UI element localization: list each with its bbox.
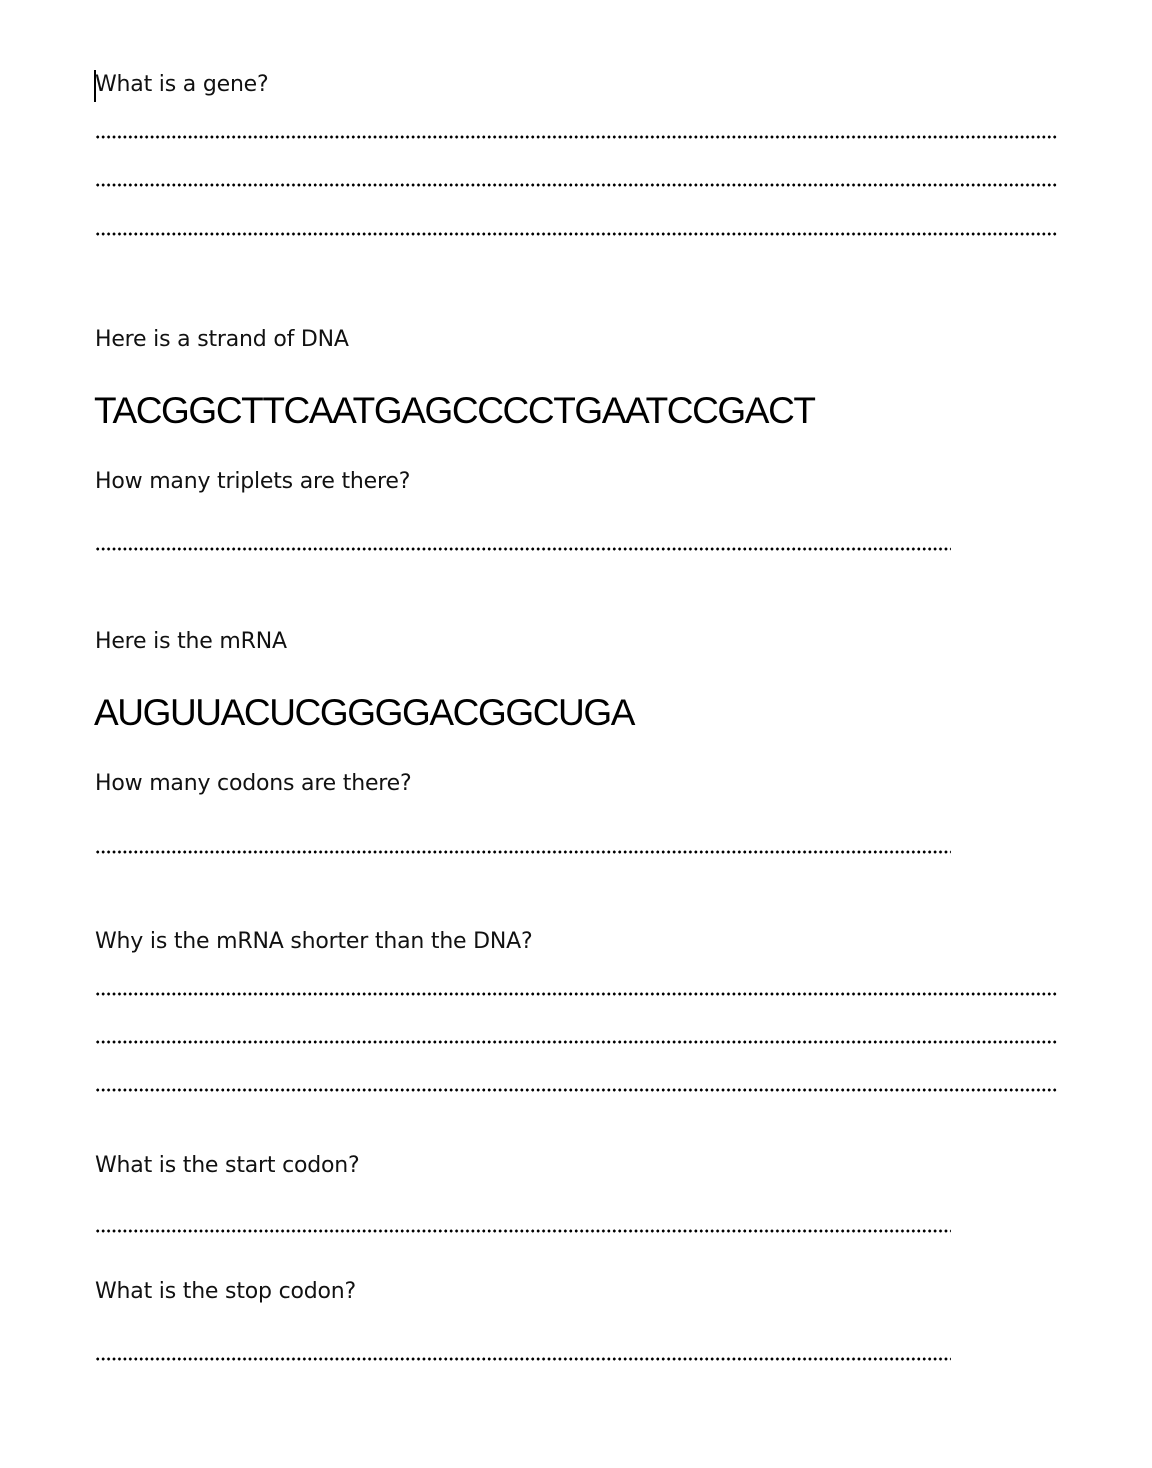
answer-line-shorter-3[interactable] — [95, 1088, 1057, 1092]
answer-line-stop-codon[interactable] — [95, 1357, 951, 1361]
answer-line-codons[interactable] — [95, 850, 951, 854]
answer-line-shorter-2[interactable] — [95, 1040, 1057, 1044]
dna-sequence: TACGGCTTCAATGAGCCCCTGAATCCGACT — [94, 390, 815, 431]
answer-line-start-codon[interactable] — [95, 1229, 951, 1233]
question-mrna-shorter: Why is the mRNA shorter than the DNA? — [95, 929, 533, 954]
question-triplets: How many triplets are there? — [95, 469, 411, 494]
answer-line-triplets[interactable] — [95, 547, 951, 551]
question-stop-codon: What is the stop codon? — [95, 1279, 356, 1304]
answer-line-gene-2[interactable] — [95, 183, 1057, 187]
answer-line-shorter-1[interactable] — [95, 992, 1057, 996]
question-start-codon: What is the start codon? — [95, 1153, 360, 1178]
question-codons: How many codons are there? — [95, 771, 412, 796]
dna-intro-text: Here is a strand of DNA — [95, 327, 349, 352]
mrna-sequence: AUGUUACUCGGGGACGGCUGA — [94, 692, 635, 733]
mrna-intro-text: Here is the mRNA — [95, 629, 287, 654]
answer-line-gene-3[interactable] — [95, 232, 1057, 236]
question-what-is-gene: What is a gene? — [95, 72, 269, 97]
answer-line-gene-1[interactable] — [95, 135, 1057, 139]
